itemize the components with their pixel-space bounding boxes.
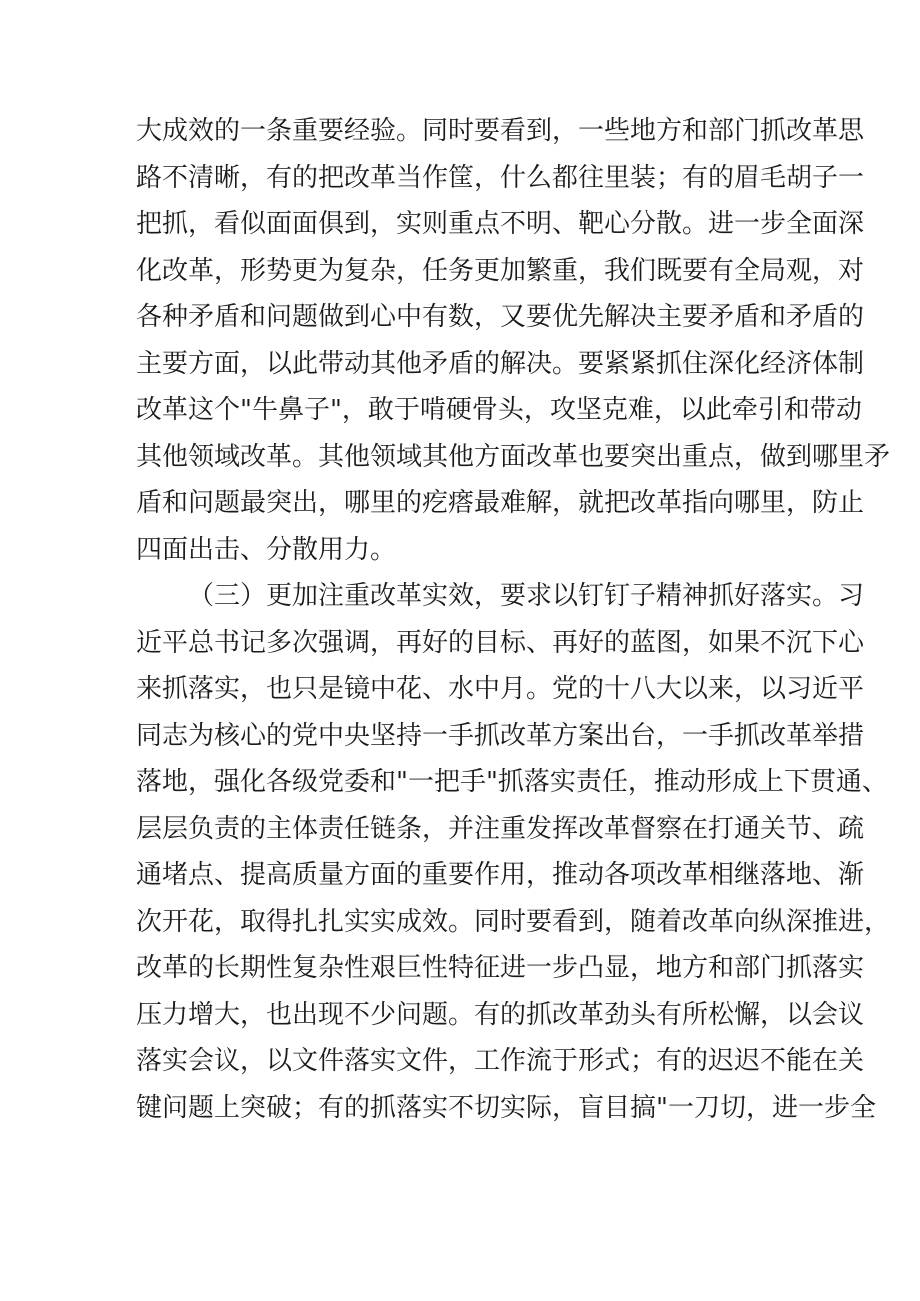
text-line: 各种矛盾和问题做到心中有数，又要优先解决主要矛盾和矛盾的	[136, 302, 865, 332]
text-line: 来抓落实，也只是镜中花、水中月。党的十八大以来，以习近平	[136, 674, 865, 704]
text-line: 层层负责的主体责任链条，并注重发挥改革督察在打通关节、疏	[136, 813, 865, 844]
text-line: 路不清晰，有的把改革当作筐，什么都往里装；有的眉毛胡子一	[136, 162, 865, 193]
text-line: 主要方面，以此带动其他矛盾的解决。要紧紧抓住深化经济体制	[136, 348, 865, 379]
text-line: 压力增大，也出现不少问题。有的抓改革劲头有所松懈，以会议	[136, 999, 865, 1030]
text-line: 落实会议，以文件落实文件，工作流于形式；有的迟迟不能在关	[136, 1046, 865, 1076]
text-line: 落地，强化各级党委和"一把手"抓落实责任，推动形成上下贯通、	[136, 767, 888, 797]
text-line: 大成效的一条重要经验。同时要看到，一些地方和部门抓改革思	[136, 116, 865, 146]
text-line: （三）更加注重改革实效，要求以钉钉子精神抓好落实。习	[188, 581, 865, 611]
text-line: 改革这个"牛鼻子"，敢于啃硬骨头，攻坚克难，以此牵引和带动	[136, 395, 862, 425]
text-line: 键问题上突破；有的抓落实不切实际，盲目搞"一刀切，进一步全	[136, 1092, 876, 1123]
text-line: 四面出击、分散用力。	[136, 534, 397, 565]
paragraph-2	[136, 573, 891, 1131]
text-line: 其他领域改革。其他领域其他方面改革也要突出重点，做到哪里矛	[136, 441, 891, 472]
paragraph-1	[136, 108, 891, 573]
text-line: 把抓，看似面面俱到，实则重点不明、靶心分散。进一步全面深	[136, 209, 865, 239]
text-line: 同志为核心的党中央坚持一手抓改革方案出台，一手抓改革举措	[136, 720, 865, 751]
text-line: 改革的长期性复杂性艰巨性特征进一步凸显，地方和部门抓落实	[136, 953, 865, 983]
text-line: 近平总书记多次强调，再好的目标、再好的蓝图，如果不沉下心	[136, 627, 865, 658]
document-body	[136, 108, 891, 1131]
text-line: 通堵点、提高质量方面的重要作用，推动各项改革相继落地、渐	[136, 860, 865, 890]
text-line: 盾和问题最突出，哪里的疙瘩最难解，就把改革指向哪里，防止	[136, 488, 865, 518]
text-line: 次开花，取得扎扎实实成效。同时要看到，随着改革向纵深推进，	[136, 906, 891, 937]
text-line: 化改革，形势更为复杂，任务更加繁重，我们既要有全局观，对	[136, 255, 865, 286]
